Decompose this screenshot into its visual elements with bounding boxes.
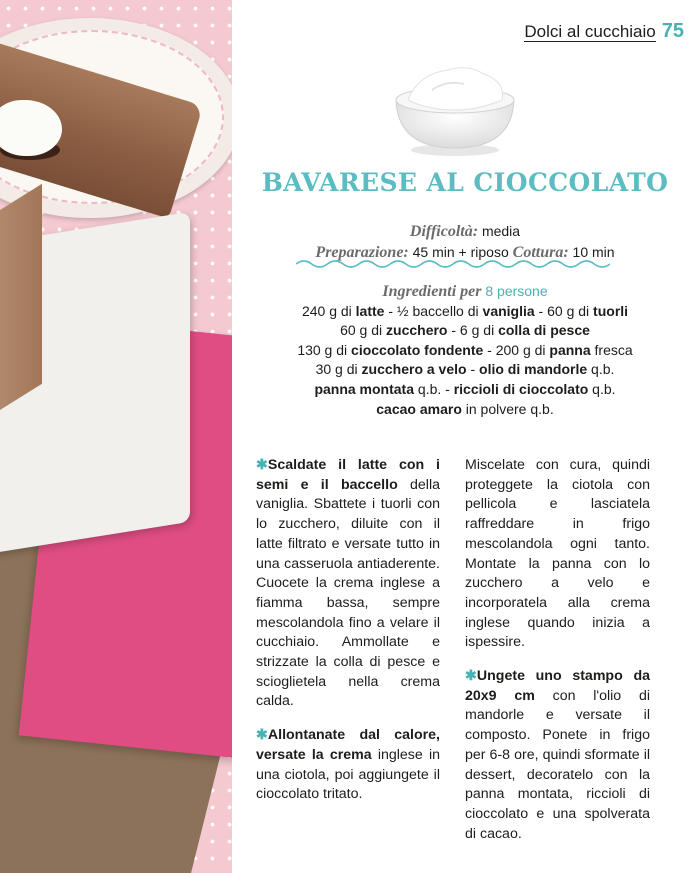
page-number: 75 (661, 20, 684, 42)
ingredient-name: latte (355, 302, 385, 319)
step-text: della vaniglia. Sbattete i tuorli con lo zucchero, diluite con il latte filtrato e versate tutto in una casseruola antiaderente. Cuocete la crema inglese a fiamma bassa, sempre mescolandola fino a velare il cucchiaio. Ammollate e strizzate la colla di pesce e scioglietela nella crema calda. (256, 476, 440, 710)
ingredient-text: - 60 g di (534, 302, 594, 319)
ingredients-list (232, 302, 698, 420)
page-header (524, 20, 684, 43)
step-text: Miscelate con cura, quindi proteggete la ciotola con pellicola e lasciatela raffreddare in frigo mescolandola ogni tanto. Montate la panna con lo zucchero a velo e incorporatela alla crema inglese quando inizia a ispessire. (465, 457, 650, 651)
steps-column-left (256, 456, 440, 819)
ingredient-name: zucchero (386, 322, 448, 339)
difficulty-label: Difficoltà: (409, 223, 479, 240)
ingredient-line (232, 302, 698, 322)
ingredient-name: panna (549, 341, 591, 358)
ingredient-name: zucchero a velo (361, 361, 467, 378)
ingredient-line (232, 321, 698, 341)
ingredient-line (232, 380, 698, 400)
ingredient-text: q.b. - (414, 380, 454, 397)
ingredient-text: 30 g di (315, 361, 362, 378)
step-paragraph (465, 667, 650, 844)
preparation-label: Preparazione: (315, 244, 409, 261)
recipe-meta (232, 221, 698, 263)
step-text: con l'olio di mandorle e versate il composto. Ponete in frigo per 6-8 ore, quindi sformate il dessert, decoratelo con la panna montata, riccioli di cioccolato e una spolverata di cacao. (465, 687, 650, 842)
dessert-photo (0, 0, 232, 873)
ingredient-name: olio di mandorle (479, 361, 588, 378)
ingredient-text: q.b. (588, 380, 616, 397)
step-lead: Scaldate il latte con i semi e il baccello (256, 457, 440, 493)
ingredient-text: - ½ baccello di (384, 302, 483, 319)
recipe-title: BAVARESE AL CIOCCOLATO (261, 168, 669, 197)
cooking-value: 10 min (572, 244, 615, 260)
steps-column-right (465, 456, 650, 858)
ingredient-name: tuorli (593, 302, 629, 319)
ingredient-line (232, 341, 698, 361)
step-lead: Ungete uno stampo da 20x9 cm (465, 668, 650, 704)
ingredient-text: - 200 g di (483, 341, 550, 358)
ingredient-line (232, 400, 698, 420)
step-paragraph (256, 456, 440, 712)
ingredient-text: 130 g di (297, 341, 352, 358)
cream-bowl-icon (388, 60, 522, 158)
ingredient-text: fresca (590, 341, 633, 358)
cooking-label: Cottura: (512, 244, 569, 261)
asterisk-star-icon: ✱ (256, 457, 268, 473)
ingredient-name: cioccolato fondente (351, 341, 484, 358)
section-name: Dolci al cucchiaio (524, 22, 656, 41)
ingredient-text: q.b. (587, 361, 615, 378)
difficulty-value: media (481, 223, 521, 239)
bavarese-loaf (0, 184, 42, 416)
ingredient-text: 60 g di (340, 322, 387, 339)
step-paragraph (465, 456, 650, 653)
ingredient-name: riccioli di cioccolato (453, 380, 589, 397)
ingredient-text: - 6 g di (447, 322, 499, 339)
ingredients-label: Ingredienti per (382, 283, 482, 300)
wave-divider (296, 258, 610, 270)
ingredient-name: cacao amaro (376, 400, 462, 417)
ingredient-name: vaniglia (482, 302, 535, 319)
ingredient-name: panna montata (314, 380, 415, 397)
asterisk-star-icon: ✱ (256, 727, 268, 744)
step-paragraph (256, 726, 440, 805)
ingredient-line (232, 360, 698, 380)
servings: 8 persone (485, 283, 548, 299)
ingredients-block (232, 282, 698, 419)
preparation-value: 45 min + riposo (412, 244, 509, 260)
ingredient-text: in polvere q.b. (461, 400, 554, 417)
ingredients-title (232, 282, 698, 302)
asterisk-star-icon: ✱ (465, 668, 477, 685)
ingredient-text: - (466, 361, 480, 378)
step-text: inglese in una ciotola, poi aggiungete il cioccolato tritato. (256, 746, 440, 803)
step-lead: Allontanate dal calore, versate la crema (256, 727, 440, 763)
ingredient-name: colla di pesce (498, 322, 590, 339)
ingredient-text: 240 g di (301, 302, 356, 319)
